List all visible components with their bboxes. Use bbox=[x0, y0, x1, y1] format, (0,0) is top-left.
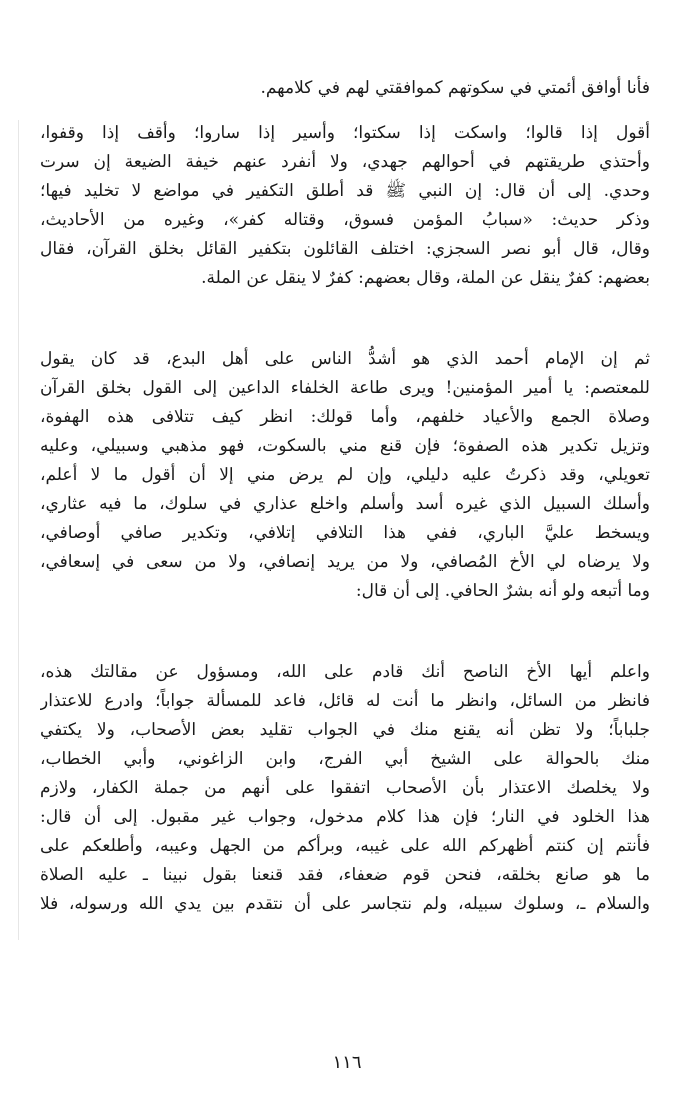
text-line: للمعتصم: يا أمير المؤمنين! ويرى طاعة الخلفاء الداعين إلى القول بخلق القرآن bbox=[40, 378, 650, 398]
text-line: فأنا أوافق أئمتي في سكوتهم كموافقتي لهم في كلامهم. bbox=[260, 78, 650, 98]
text-line: ثم إن الإمام أحمد الذي هو أشدُّ الناس على أهل البدع، قد كان يقول bbox=[40, 349, 650, 369]
page-number: ١١٦ bbox=[332, 1052, 362, 1073]
text-line: ولا يرضاه لي الأخ المُصافي، ولا من يريد إنصافي، ولا من سعى في إسعافي، bbox=[40, 552, 650, 572]
text-line: وذكر حديث: «سبابُ المؤمن فسوق، وقتاله كفر»، وغيره من الأحاديث، bbox=[40, 210, 650, 230]
paragraph-4 bbox=[40, 658, 650, 919]
text-line: وحدي. إلى أن قال: إن النبي ﷺ قد أطلق التكفير في مواضع لا تخليد فيها؛ bbox=[40, 181, 650, 201]
text-line: هذا الخلود في النار؛ فإن هذا كلام مدخول، وجواب غير مقبول. إلى أن قال: bbox=[40, 807, 650, 827]
page-margin-rule bbox=[18, 120, 19, 940]
text-line: منك بالحوالة على الشيخ أبي الفرج، وابن الزاغوني، وأبي الخطاب، bbox=[40, 749, 650, 769]
text-line: واعلم أيها الأخ الناصح أنك قادم على الله، ومسؤول عن مقالتك هذه، bbox=[40, 662, 650, 682]
text-line: وأسلك السبيل الذي غيره أسد وأسلم واخلع عذاري في سلوك، ما فيه عثاري، bbox=[40, 494, 650, 514]
text-line: ويسخط عليَّ الباري، ففي هذا التلافي إتلافي، وتكدير صافي أوصافي، bbox=[40, 523, 650, 543]
text-line: جلباباً؛ ولا تظن أنه يقنع منك في الجواب تقليد بعض الأصحاب، ولا يكتفي bbox=[40, 720, 650, 740]
text-line: فانظر من السائل، وانظر ما أنت له قائل، فاعد للمسألة جواباً؛ وادرع للاعتذار bbox=[40, 691, 650, 711]
text-line: وتزيل تكدير هذه الصفوة؛ فإن قنع مني بالسكوت، فهو مذهبي وسبيلي، وعليه bbox=[40, 436, 650, 456]
text-line: فأنتم إن كنتم أظهركم الله على غيبه، وبرأكم من الجهل وعيبه، وأطلعكم على bbox=[40, 836, 650, 856]
text-line: بعضهم: كفرٌ ينقل عن الملة، وقال بعضهم: كفرٌ لا ينقل عن الملة. bbox=[201, 268, 650, 288]
text-line: وأحتذي طريقتهم في أحوالهم جهدي، ولا أنفرد عنهم خيفة الضيعة إن سرت bbox=[40, 152, 650, 172]
text-line: تعويلي، وقد ذكرتُ عليه دليلي، وإن لم يرض مني إلا أن أقول ما لا أعلم، bbox=[40, 465, 650, 485]
text-line: أقول إذا قالوا؛ واسكت إذا سكتوا؛ وأسير إذا ساروا؛ وأقف إذا وقفوا، bbox=[40, 123, 650, 143]
text-line: وقال، قال أبو نصر السجزي: اختلف القائلون بتكفير القائل بخلق القرآن، فقال bbox=[40, 239, 650, 259]
text-line: ما هو صانع بخلقه، فنحن قوم ضعفاء، فقد قنعنا بقول نبينا ـ عليه الصلاة bbox=[40, 865, 650, 885]
text-line: وصلاة الجمع والأعياد خلفهم، وأما قولك: انظر كيف تتلافى هذه الهفوة، bbox=[40, 407, 650, 427]
text-line: ولا يخلصك الاعتذار بأن الأصحاب اتفقوا على أنهم من جملة الكفار، ولازم bbox=[40, 778, 650, 798]
paragraph-2 bbox=[40, 119, 650, 293]
paragraph-1 bbox=[40, 74, 650, 103]
paragraph-3 bbox=[40, 345, 650, 606]
text-line: وما أتبعه ولو أنه بشرٌ الحافي. إلى أن قال: bbox=[355, 581, 650, 601]
text-line: والسلام ـ، وسلوك سبيله، ولم نتجاسر على أن نتقدم بين يدي الله ورسوله، فلا bbox=[40, 894, 650, 914]
